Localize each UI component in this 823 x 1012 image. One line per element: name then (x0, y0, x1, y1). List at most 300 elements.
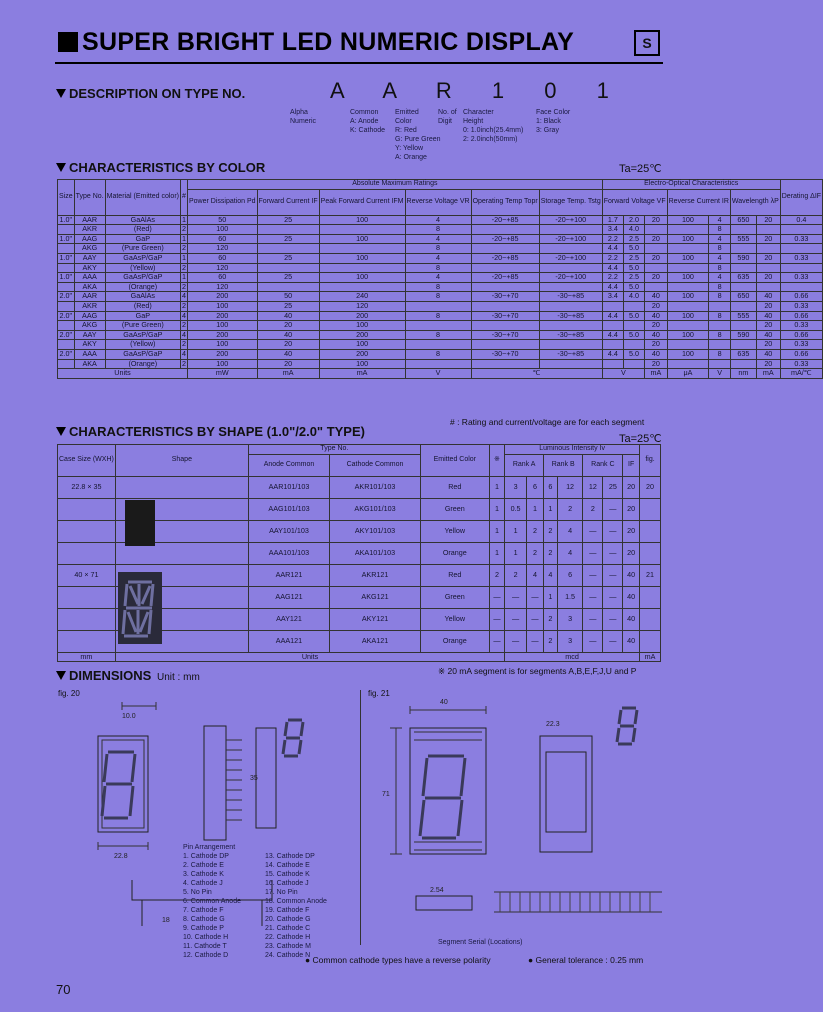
table-cell: 200 (319, 330, 405, 340)
table-cell: 2 (544, 608, 558, 630)
col-type-no: Type No. (74, 180, 105, 216)
pin-left: 5. No Pin (183, 889, 212, 896)
table-cell: 1 (489, 498, 504, 520)
table-cell: 120 (188, 282, 258, 292)
legend-line: A: Anode (350, 118, 379, 125)
table-cell: (Orange) (105, 359, 180, 369)
table-cell: 2 (526, 542, 543, 564)
pin-right: 23. Cathode M (265, 943, 311, 950)
table-row (58, 244, 823, 254)
table-cell: 20 (623, 498, 640, 520)
legend-line: Height (463, 118, 484, 125)
table-cell: -20~+85 (471, 215, 539, 225)
table-cell: 20 (640, 476, 661, 498)
table-cell (539, 321, 602, 331)
table-cell: AAR101/103 (248, 476, 329, 498)
col-cathode-common: Cathode Common (330, 454, 421, 476)
col-if: IF (623, 454, 640, 476)
legend-line: Common (350, 109, 379, 116)
table-cell: AAA (74, 273, 105, 283)
table-cell: 20 (623, 520, 640, 542)
dim-fig21-width: 40 (440, 699, 448, 706)
table-cell: Orange (420, 630, 489, 652)
table-cell: 650 (730, 215, 756, 225)
col-if: Forward Current IF (257, 189, 319, 215)
small-display-image (125, 500, 155, 546)
pin-right: 13. Cathode DP (265, 853, 315, 860)
units-cell: Units (58, 369, 188, 379)
table-cell: 0.33 (780, 340, 822, 350)
table-cell (58, 359, 75, 369)
table-cell: 20 (645, 234, 668, 244)
table-cell (623, 321, 644, 331)
col-size: Size (58, 180, 75, 216)
pin-right: 18. Common Anode (265, 898, 327, 905)
table-cell: 1 (505, 542, 527, 564)
legend-line: Alpha (290, 109, 308, 116)
table-cell: AKG (74, 244, 105, 254)
table-cell (539, 340, 602, 350)
legend-line: Face Color (536, 109, 571, 116)
table-cell: 200 (188, 292, 258, 302)
table-row (58, 292, 823, 302)
table-cell: 8 (709, 311, 731, 321)
table-cell: 20 (756, 340, 780, 350)
table-cell (471, 301, 539, 311)
table-cell: 4.4 (602, 311, 623, 321)
table-cell: -20~+85 (471, 234, 539, 244)
units-cell: nm (730, 369, 756, 379)
col-hash: # (181, 180, 188, 216)
table-row (58, 273, 823, 283)
table-cell: 2.0" (58, 292, 75, 302)
table-cell: 3 (557, 630, 583, 652)
table-cell: 100 (667, 311, 709, 321)
table-cell: AKR (74, 301, 105, 311)
table-cell: (Yellow) (105, 340, 180, 350)
units-cell: mA (257, 369, 319, 379)
triangle-bullet-icon (56, 427, 66, 436)
pin-right: 14. Cathode E (265, 862, 310, 869)
table-cell (58, 586, 116, 608)
table-row (58, 349, 823, 359)
table-cell: AAG (74, 311, 105, 321)
table-cell: 100 (319, 359, 405, 369)
table-cell: -30~+85 (539, 311, 602, 321)
table-cell: 100 (188, 340, 258, 350)
table-cell: 4 (544, 564, 558, 586)
table-cell: 40 (623, 586, 640, 608)
legend-line: Character (463, 109, 494, 116)
legend-line: R: Red (395, 127, 417, 134)
table-cell: AKR (74, 225, 105, 235)
pin-left: 3. Cathode K (183, 871, 224, 878)
table-cell: 25 (257, 215, 319, 225)
dim-fig21-height: 71 (382, 791, 390, 798)
table-cell: 4 (526, 564, 543, 586)
table-cell: 100 (667, 273, 709, 283)
table-cell: 2 (489, 564, 504, 586)
table-cell: 4.4 (602, 330, 623, 340)
footer-note-right: ● General tolerance : 0.25 mm (528, 955, 644, 965)
table-cell: 5.0 (623, 263, 644, 273)
table-cell: 100 (188, 301, 258, 311)
table-cell (640, 542, 661, 564)
table-cell: 1 (526, 498, 543, 520)
table-cell: 100 (667, 330, 709, 340)
table-cell: 590 (730, 253, 756, 263)
table-cell (58, 301, 75, 311)
table-cell: 8 (405, 225, 471, 235)
table-cell: 40 (756, 311, 780, 321)
triangle-bullet-icon (56, 163, 66, 172)
pin-row (183, 906, 327, 915)
table-cell: 20 (645, 321, 668, 331)
table-cell (58, 630, 116, 652)
table-cell (58, 498, 116, 520)
pin-arrangement (183, 843, 327, 960)
table-cell: 8 (405, 282, 471, 292)
table-cell: 8 (709, 244, 731, 254)
table-cell: 0.66 (780, 292, 822, 302)
table-cell: 21 (640, 564, 661, 586)
table-row (58, 225, 823, 235)
table-cell: (Red) (105, 301, 180, 311)
table-cell: — (583, 564, 603, 586)
pin-left: 6. Common Anode (183, 898, 241, 905)
table-cell: 20 (645, 359, 668, 369)
triangle-bullet-icon (56, 89, 66, 98)
table-cell: -30~+70 (471, 292, 539, 302)
table-row (58, 282, 823, 292)
table-cell: -20~+85 (471, 253, 539, 263)
table-cell: 2.0 (623, 215, 644, 225)
table-cell: (Pure Green) (105, 244, 180, 254)
table-cell: 3 (557, 608, 583, 630)
table-cell: 5.0 (623, 282, 644, 292)
table-cell: 6 (557, 564, 583, 586)
by-shape-note: ※ 20 mA segment is for segments A,B,E,F,J,U and P (438, 666, 637, 676)
table-cell: 8 (709, 330, 731, 340)
table-cell: 4.4 (602, 349, 623, 359)
table-cell: 5.0 (623, 330, 644, 340)
table-cell: AKY (74, 340, 105, 350)
table-cell (667, 225, 709, 235)
pin-right: 16. Cathode J (265, 880, 309, 887)
table-cell: 4 (557, 520, 583, 542)
table-cell: GaAlAs (105, 215, 180, 225)
legend-column (536, 108, 570, 135)
group-absolute-max: Absolute Maximum Ratings (188, 180, 603, 190)
col-ifm: Peak Forward Current IFM (319, 189, 405, 215)
units-cell: mA (756, 369, 780, 379)
table-cell: 40 (257, 330, 319, 340)
legend-line: Color (395, 118, 412, 125)
table-cell: — (603, 630, 623, 652)
legend-line: K: Cathode (350, 127, 386, 134)
pin-row (183, 942, 327, 951)
table-cell: 1.5 (557, 586, 583, 608)
table-cell: — (505, 630, 527, 652)
table-cell: 40 (623, 564, 640, 586)
table-cell: 2 (526, 520, 543, 542)
table-cell: — (489, 586, 504, 608)
title-rule (55, 62, 663, 64)
table-row (58, 253, 823, 263)
table-cell: 5.0 (623, 311, 644, 321)
table-cell: GaAsP/GaP (105, 349, 180, 359)
table-cell (58, 520, 116, 542)
table-cell (319, 225, 405, 235)
table-row (58, 263, 823, 273)
table-cell (756, 225, 780, 235)
table-cell (539, 359, 602, 369)
table-cell: — (526, 608, 543, 630)
table-cell (58, 225, 75, 235)
table-cell: — (583, 586, 603, 608)
table-cell: 1.0" (58, 215, 75, 225)
group-type-no: Type No. (248, 445, 420, 455)
dimensions-heading: DIMENSIONS (56, 668, 151, 683)
table-cell: 120 (319, 301, 405, 311)
table-cell: 40 (756, 330, 780, 340)
table-cell: 60 (188, 273, 258, 283)
col-rank-c: Rank C (583, 454, 623, 476)
col-shape: Shape (115, 445, 248, 477)
units-cell: mA/℃ (780, 369, 822, 379)
table-cell (667, 340, 709, 350)
table-cell: 40 × 71 (58, 564, 116, 586)
legend-column (463, 108, 523, 144)
pin-right: 20. Cathode G (265, 916, 311, 923)
table-cell: GaAsP/GaP (105, 253, 180, 263)
table-cell: Orange (420, 542, 489, 564)
table-cell: 2.0" (58, 311, 75, 321)
group-luminous: Luminous Intensity Iv (505, 445, 640, 455)
table-cell (640, 630, 661, 652)
table-row (58, 330, 823, 340)
table-row (58, 301, 823, 311)
large-display-image (118, 572, 162, 644)
figure-divider (360, 690, 361, 945)
table-cell: 240 (319, 292, 405, 302)
table-cell: 6 (544, 476, 558, 498)
footer-note-left: ● Common cathode types have a reverse polarity (305, 955, 491, 965)
legend-line: 3: Gray (536, 127, 559, 134)
table-cell: 200 (188, 311, 258, 321)
dim-pitch: 10.0 (122, 713, 136, 720)
table-cell: AKG101/103 (330, 498, 421, 520)
pin-left: 8. Cathode G (183, 916, 225, 923)
table-cell: — (489, 608, 504, 630)
table-cell: 40 (257, 311, 319, 321)
table-cell: 100 (667, 234, 709, 244)
table-row (58, 476, 661, 498)
table-cell: 8 (405, 244, 471, 254)
table-cell (58, 608, 116, 630)
table-cell: 0.33 (780, 301, 822, 311)
table-cell: 20 (257, 340, 319, 350)
table-cell: GaAsP/GaP (105, 330, 180, 340)
table-cell (667, 321, 709, 331)
table-cell (780, 225, 822, 235)
table-cell: 22.8 × 35 (58, 476, 116, 498)
table-cell: (Pure Green) (105, 321, 180, 331)
table-cell: 1.0" (58, 234, 75, 244)
table-cell: 2 (544, 542, 558, 564)
table-cell: — (603, 520, 623, 542)
table-cell: 2 (182, 243, 186, 253)
table-cell: (Yellow) (105, 263, 180, 273)
brand-logo-icon: S (634, 30, 660, 56)
table-cell: 40 (257, 349, 319, 359)
table-cell: 8 (405, 330, 471, 340)
pin-row (183, 888, 327, 897)
table-cell: 20 (645, 253, 668, 263)
table-cell (709, 340, 731, 350)
pin-right: 24. Cathode N (265, 952, 311, 959)
page-title: SUPER BRIGHT LED NUMERIC DISPLAY (58, 28, 574, 57)
table-cell: 120 (188, 263, 258, 273)
table-cell: — (505, 586, 527, 608)
table-cell: 4.0 (623, 292, 644, 302)
table-cell: -30~+85 (539, 349, 602, 359)
table-cell: AAA121 (248, 630, 329, 652)
table-cell: 4 (405, 273, 471, 283)
by-color-ambient: Ta=25℃ (619, 163, 662, 175)
table-cell: 555 (730, 234, 756, 244)
legend-line: 2: 2.0inch(50mm) (463, 136, 518, 143)
table-cell: — (603, 542, 623, 564)
col-derating: Derating ΔIF (780, 180, 822, 216)
table-cell: 8 (709, 349, 731, 359)
col-vr: Reverse Voltage VR (405, 189, 471, 215)
segment-note: Segment Serial (Locations) (438, 939, 523, 946)
table-cell: Green (420, 586, 489, 608)
table-cell: 2 (182, 339, 186, 349)
table-cell: 20 (756, 359, 780, 369)
title-square-icon (58, 32, 78, 52)
table-cell: (Orange) (105, 282, 180, 292)
table-cell: -20~+100 (539, 253, 602, 263)
table-cell: 100 (319, 321, 405, 331)
units-cell: mcd (505, 652, 640, 662)
units-cell: Units (115, 652, 504, 662)
table-row (58, 234, 823, 244)
table-cell: — (583, 608, 603, 630)
table-cell: 2.2 (602, 273, 623, 283)
table-cell: 2.5 (623, 234, 644, 244)
table-cell: 100 (319, 340, 405, 350)
table-cell: Yellow (420, 608, 489, 630)
units-cell: mW (188, 369, 258, 379)
table-cell: 4 (405, 253, 471, 263)
table-cell: AKG (74, 321, 105, 331)
units-cell: V (709, 369, 731, 379)
table-cell: AKR101/103 (330, 476, 421, 498)
table-cell: 650 (730, 292, 756, 302)
table-cell: 635 (730, 273, 756, 283)
table-cell: 12 (557, 476, 583, 498)
table-row (58, 340, 823, 350)
table-cell: 0.33 (780, 253, 822, 263)
table-cell: 20 (645, 340, 668, 350)
table-cell: 5.0 (623, 349, 644, 359)
table-cell (539, 225, 602, 235)
table-cell: AKY101/103 (330, 520, 421, 542)
units-row (58, 369, 823, 379)
legend-line: Digit (438, 118, 453, 125)
table-cell: 1.7 (602, 215, 623, 225)
table-cell: 4 (182, 348, 186, 358)
table-cell: AKA (74, 359, 105, 369)
table-cell: 100 (319, 273, 405, 283)
table-cell (602, 321, 623, 331)
table-cell: AKG121 (330, 586, 421, 608)
pin-right: 22. Cathode H (265, 934, 311, 941)
table-cell: 4 (709, 215, 731, 225)
table-cell (730, 340, 756, 350)
table-cell: 2.2 (602, 234, 623, 244)
table-cell: Green (420, 498, 489, 520)
legend-line: Numeric (290, 118, 317, 125)
table-cell: 60 (188, 253, 258, 263)
table-cell: 100 (667, 292, 709, 302)
table-cell: 50 (257, 292, 319, 302)
table-cell: 20 (645, 215, 668, 225)
by-shape-ambient: Ta=25℃ (619, 433, 662, 445)
table-cell (730, 321, 756, 331)
table-cell: AKY121 (330, 608, 421, 630)
pin-row (183, 861, 327, 870)
table-cell: 40 (623, 608, 640, 630)
table-cell: AAG101/103 (248, 498, 329, 520)
table-cell: 120 (188, 244, 258, 254)
table-cell: 4.4 (602, 263, 623, 273)
table-cell: 0.5 (505, 498, 527, 520)
table-cell: AAG121 (248, 586, 329, 608)
units-row (58, 652, 661, 662)
table-cell: — (526, 630, 543, 652)
table-cell: 1 (505, 520, 527, 542)
table-cell: AAR (74, 292, 105, 302)
table-cell: 40 (645, 311, 668, 321)
table-cell: AKY (74, 263, 105, 273)
table-cell: 4 (405, 215, 471, 225)
by-color-table (57, 179, 823, 379)
table-cell: 4 (182, 291, 186, 301)
table-cell: 4 (709, 273, 731, 283)
table-cell: 100 (188, 359, 258, 369)
table-cell: 1.0" (58, 273, 75, 283)
table-cell: 100 (667, 349, 709, 359)
table-cell: 0.33 (780, 321, 822, 331)
table-cell: -30~+70 (471, 311, 539, 321)
table-cell: 635 (730, 349, 756, 359)
table-cell (471, 359, 539, 369)
table-cell: -30~+85 (539, 330, 602, 340)
table-cell (539, 301, 602, 311)
table-cell: 200 (319, 311, 405, 321)
table-cell: AAR121 (248, 564, 329, 586)
table-cell: 20 (623, 542, 640, 564)
table-cell: 40 (623, 630, 640, 652)
table-cell: 8 (405, 311, 471, 321)
units-cell: ℃ (471, 369, 602, 379)
by-color-heading: CHARACTERISTICS BY COLOR (56, 160, 265, 175)
units-cell: mm (58, 652, 116, 662)
table-cell: 20 (756, 234, 780, 244)
